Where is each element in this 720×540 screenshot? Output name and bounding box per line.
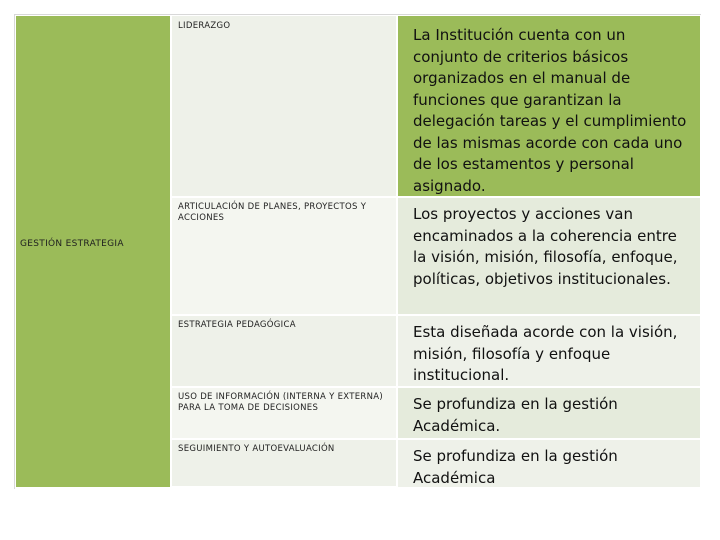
- row-label-liderazgo: LIDERAZGO: [178, 21, 231, 31]
- row-description-liderazgo: La Institución cuenta con un conjunto de criterios básicos organizados en el manual de funciones que garantizan la delegación tareas y el cumplimiento de las mismas acorde con cada uno de los estamentos y personal asignado.: [398, 16, 700, 197]
- column-divider: [396, 16, 398, 487]
- row-label-seguimiento: SEGUIMIENTO Y AUTOEVALUACIÓN: [178, 444, 335, 454]
- subcategory-column: [172, 16, 396, 487]
- row-divider: [172, 386, 700, 388]
- row-description-estrategia: Esta diseñada acorde con la visión, misión, filosofía y enfoque institucional.: [398, 315, 700, 387]
- column-divider: [170, 16, 172, 487]
- row-label-articulacion: ARTICULACIÓN DE PLANES, PROYECTOS Y ACCIONES: [178, 202, 367, 223]
- row-divider: [172, 314, 700, 316]
- table-row: [172, 387, 396, 439]
- row-label-uso-informacion: USO DE INFORMACIÓN (INTERNA Y EXTERNA) PARA LA TOMA DE DECISIONES: [178, 392, 383, 413]
- table-row: [172, 16, 396, 197]
- table-row: [172, 439, 396, 487]
- row-divider: [172, 196, 700, 198]
- row-description-uso-informacion: Se profundiza en la gestión Académica.: [398, 387, 700, 439]
- row-description-articulacion: Los proyectos y acciones van encaminados a la coherencia entre la visión, misión, filosofía, enfoque, políticas, objetivos institucionales.: [398, 197, 700, 315]
- table-row: [172, 197, 396, 315]
- table-row: [172, 315, 396, 387]
- row-label-estrategia: ESTRATEGIA PEDAGÓGICA: [178, 320, 296, 330]
- category-cell: [16, 16, 170, 487]
- category-label: GESTIÓN ESTRATEGIA: [20, 239, 124, 249]
- row-description-seguimiento: Se profundiza en la gestión Académica: [398, 439, 700, 487]
- row-divider: [172, 438, 700, 440]
